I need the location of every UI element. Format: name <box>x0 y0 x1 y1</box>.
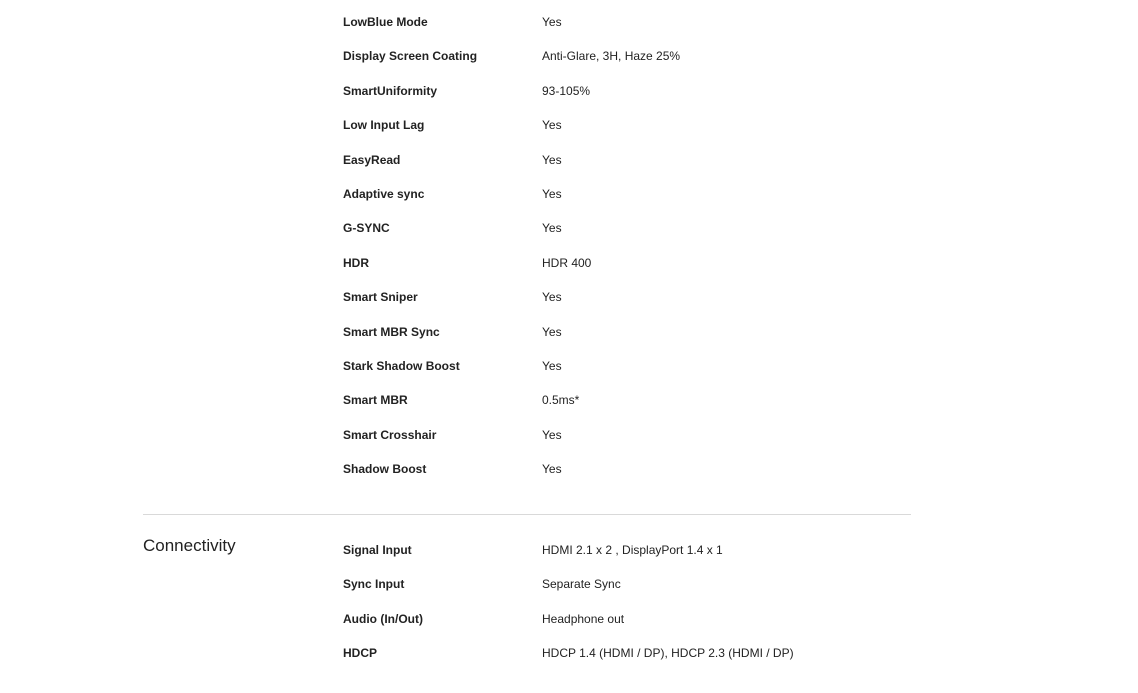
spec-label: Display Screen Coating <box>343 49 478 64</box>
spec-value: Yes <box>542 15 562 29</box>
spec-label: Sync Input <box>343 577 405 592</box>
spec-label: Smart MBR <box>343 393 408 408</box>
spec-row-signal-input <box>343 543 911 577</box>
connectivity-spec-list <box>343 543 911 681</box>
spec-value: Yes <box>542 118 562 133</box>
spec-label: G-SYNC <box>343 221 390 236</box>
spec-label: LowBlue Mode <box>343 15 428 29</box>
spec-row-stark-shadow-boost <box>343 359 911 393</box>
spec-value: Yes <box>542 152 562 167</box>
spec-label: Smart MBR Sync <box>343 324 440 339</box>
spec-label: Signal Input <box>343 543 412 557</box>
spec-value: Yes <box>542 427 562 442</box>
spec-row-sync-input <box>343 577 911 611</box>
spec-value: Yes <box>542 324 562 339</box>
spec-row-smart-crosshair <box>343 428 911 462</box>
spec-value: Yes <box>542 186 562 201</box>
spec-value: Yes <box>542 358 562 373</box>
spec-value: 93-105% <box>542 83 591 98</box>
spec-label: HDR <box>343 255 369 270</box>
spec-label: Stark Shadow Boost <box>343 358 460 373</box>
spec-label: Shadow Boost <box>343 462 427 477</box>
spec-row-display-screen-coating <box>343 49 911 83</box>
spec-row-audio-in-out <box>343 612 911 646</box>
spec-row-lowblue-mode <box>343 15 911 49</box>
spec-value: HDMI 2.1 x 2 , DisplayPort 1.4 x 1 <box>542 543 723 557</box>
spec-value: 0.5ms* <box>542 393 580 408</box>
spec-row-smartuniformity <box>343 84 911 118</box>
spec-label: Audio (In/Out) <box>343 611 423 626</box>
spec-label: Low Input Lag <box>343 118 425 133</box>
spec-row-hdcp <box>343 646 911 680</box>
spec-row-smart-mbr-sync <box>343 325 911 359</box>
spec-value: Headphone out <box>542 611 625 626</box>
spec-row-shadow-boost <box>343 462 911 496</box>
spec-row-low-input-lag <box>343 118 911 152</box>
spec-label: HDCP <box>343 646 378 661</box>
spec-label: Smart Sniper <box>343 290 418 305</box>
spec-row-smart-sniper <box>343 290 911 324</box>
spec-row-g-sync <box>343 221 911 255</box>
spec-value: HDCP 1.4 (HDMI / DP), HDCP 2.3 (HDMI / DP) <box>542 646 794 661</box>
spec-row-easyread <box>343 153 911 187</box>
spec-row-hdr <box>343 256 911 290</box>
spec-row-smart-mbr <box>343 393 911 427</box>
spec-label: Adaptive sync <box>343 186 425 201</box>
spec-row-adaptive-sync <box>343 187 911 221</box>
spec-value: Yes <box>542 221 562 236</box>
features-spec-list <box>343 15 911 496</box>
spec-label: Smart Crosshair <box>343 427 437 442</box>
spec-value: Separate Sync <box>542 577 621 592</box>
spec-label: SmartUniformity <box>343 83 438 98</box>
spec-label: EasyRead <box>343 152 401 167</box>
spec-value: Yes <box>542 462 562 477</box>
section-divider <box>143 514 911 515</box>
spec-value: Anti-Glare, 3H, Haze 25% <box>542 49 681 64</box>
spec-value: Yes <box>542 290 562 305</box>
section-title: Connectivity <box>143 536 236 555</box>
spec-value: HDR 400 <box>542 255 592 270</box>
